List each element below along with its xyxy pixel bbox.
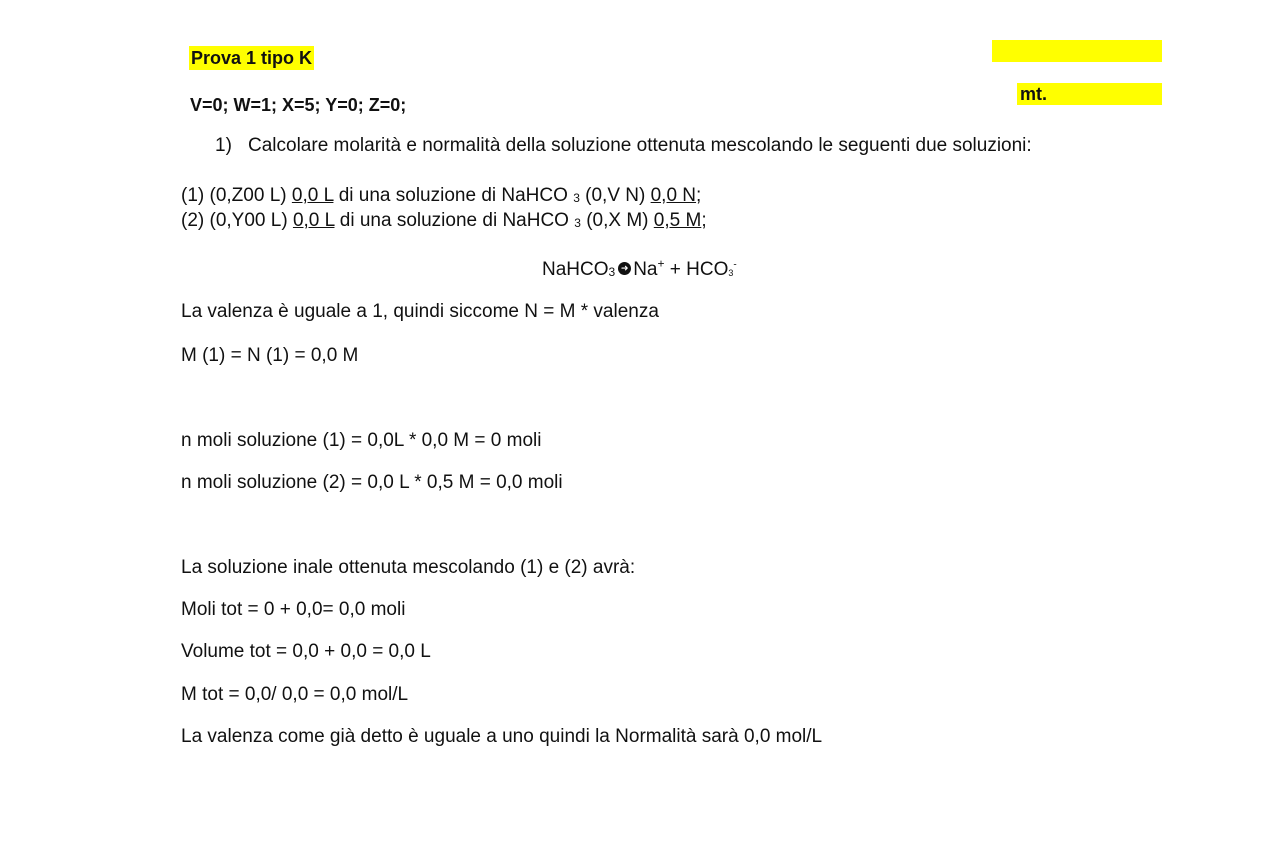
moli-tot-line: Moli tot = 0 + 0,0= 0,0 moli [181,599,406,620]
valence-line: La valenza è uguale a 1, quindi siccome N = M * valenza [181,301,659,322]
solution-1-volume: 0,0 L [291,185,334,206]
reaction-equation [542,258,737,284]
question-text: Calcolare molarità e normalità della soluzione ottenuta mescolando le seguenti due soluzioni: [248,135,1032,156]
question-number: 1) [215,135,232,156]
solution-2-conc-label: (0,X M) [580,210,654,231]
moles-1-line: n moli soluzione (1) = 0,0L * 0,0 M = 0 moli [181,430,542,451]
variables-line: V=0; W=1; X=5; Y=0; Z=0; [190,95,407,115]
final-solution-intro: La soluzione inale ottenuta mescolando (1) e (2) avrà: [181,557,636,578]
solution-1-conc-label: (0,V N) [579,185,651,206]
product-2-charge: - [733,259,737,271]
solution-1-concentration: 0,0 N [650,185,697,206]
product-2: + HCO [664,259,729,280]
solution-line-1 [181,184,701,209]
arrow-icon: ➜ [618,262,631,275]
document-title: Prova 1 tipo K [191,48,313,68]
solution-2-end: ; [701,210,707,231]
normality-line: La valenza come già detto è uguale a uno quindi la Normalità sarà 0,0 mol/L [181,726,823,747]
solution-1-end: ; [696,185,702,206]
solution-1-subscript: 3 [573,191,580,205]
solution-2-volume: 0,0 L [292,210,335,231]
product-2-subscript: 3 [728,268,734,278]
product-1: Na [633,259,658,280]
product-1-charge: + [657,256,665,271]
mt-label: mt. [1017,83,1162,105]
solution-2-middle: di una soluzione di NaHCO [334,210,575,231]
moles-2-line: n moli soluzione (2) = 0,0 L * 0,5 M = 0,0 moli [181,472,563,493]
solution-2-prefix: (2) (0,Y00 L) [181,210,293,231]
solution-line-2 [181,209,707,234]
solution-1-prefix: (1) (0,Z00 L) [181,185,292,206]
molarity-1-line: M (1) = N (1) = 0,0 M [181,345,359,366]
m-tot-line: M tot = 0,0/ 0,0 = 0,0 mol/L [181,684,409,705]
solution-2-concentration: 0,5 M [653,210,702,231]
volume-tot-line: Volume tot = 0,0 + 0,0 = 0,0 L [181,641,431,662]
solution-2-subscript: 3 [574,216,581,230]
highlight-box-top [992,40,1162,62]
solution-1-middle: di una soluzione di NaHCO [333,185,574,206]
reactant-subscript: 3 [608,265,616,279]
reactant: NaHCO [542,259,609,280]
